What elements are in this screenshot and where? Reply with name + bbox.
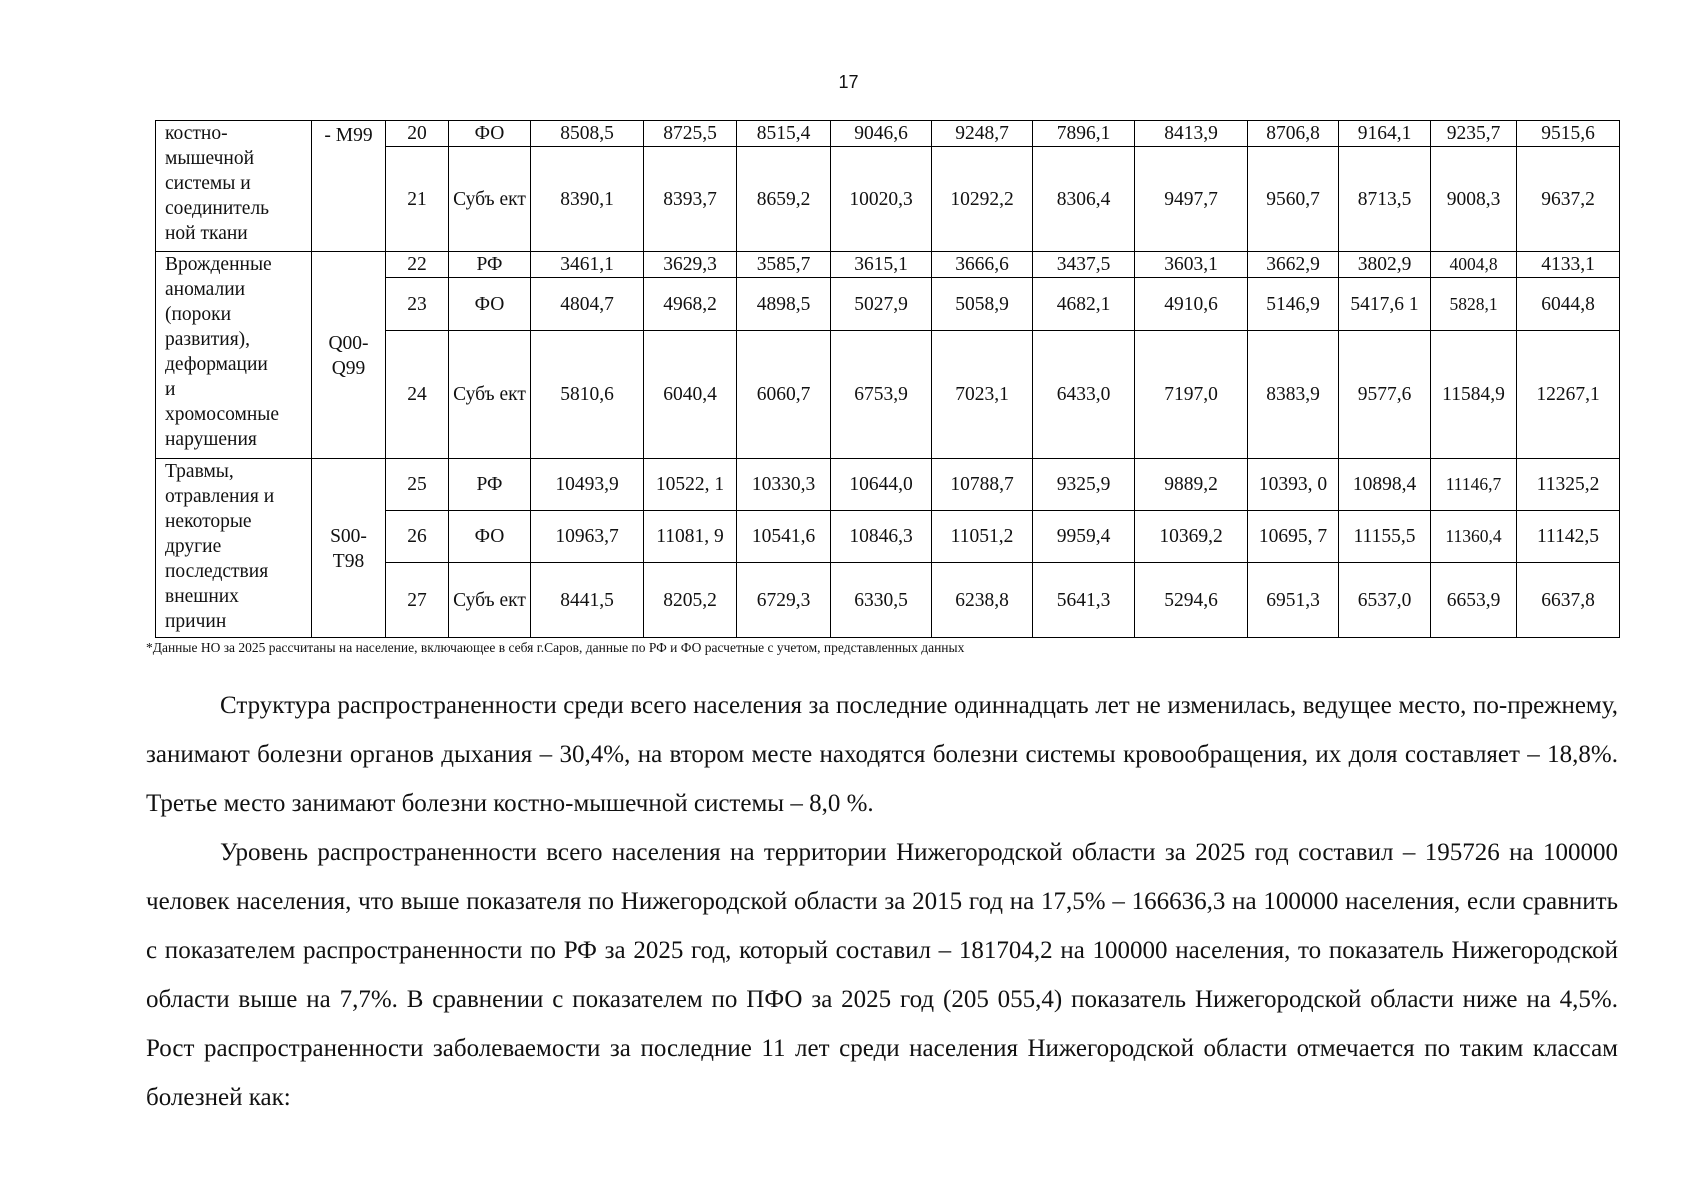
value-cell: 10292,2 [932,147,1033,252]
level-cell: ФО [449,121,531,147]
value-cell: 12267,1 [1517,331,1620,459]
row-number: 23 [386,278,449,331]
value-cell: 3662,9 [1248,252,1339,278]
value-cell: 8725,5 [644,121,737,147]
value-cell: 6951,3 [1248,563,1339,638]
value-cell: 5027,9 [831,278,932,331]
value-cell: 9497,7 [1135,147,1248,252]
disease-class-cell: Врожденные аномалии (пороки развития), деформации и хромосомные нарушения [156,252,312,459]
value-cell: 9164,1 [1339,121,1431,147]
value-cell: 7023,1 [932,331,1033,459]
value-cell: 11146,7 [1431,459,1517,511]
level-cell: РФ [449,459,531,511]
value-cell: 11360,4 [1431,511,1517,563]
paragraph-text: Структура распространенности среди всего населения за последние одиннадцать лет не изменилась, ведущее место, по-прежнему, занимают болезни органов дыхания – 30,4%, на втором месте находятся болезни системы кровообращения, их доля составляет – 18,8%. Третье место занимают болезни костно-мышечной системы – 8,0 %. [146,692,1618,817]
level-cell: Субъ ект [449,563,531,638]
value-cell: 8205,2 [644,563,737,638]
value-cell: 3437,5 [1033,252,1135,278]
value-cell: 10541,6 [737,511,831,563]
disease-class-cell: костно- мышечной системы и соединитель ной ткани [156,121,312,252]
value-cell: 7197,0 [1135,331,1248,459]
value-cell: 11081, 9 [644,511,737,563]
value-cell: 10330,3 [737,459,831,511]
table-footnote: *Данные НО за 2025 рассчитаны на население, включающее в себя г.Саров, данные по РФ и ФО расчетные с учетом, представленных данных [146,640,965,655]
value-cell: 8659,2 [737,147,831,252]
value-cell: 10393, 0 [1248,459,1339,511]
morbidity-table [155,120,1620,638]
value-cell: 8413,9 [1135,121,1248,147]
value-cell: 11584,9 [1431,331,1517,459]
value-cell: 4804,7 [531,278,644,331]
value-cell: 6040,4 [644,331,737,459]
value-cell: 9889,2 [1135,459,1248,511]
icd-code-cell: - M99 [312,121,386,252]
value-cell: 9008,3 [1431,147,1517,252]
value-cell: 4682,1 [1033,278,1135,331]
value-cell: 5294,6 [1135,563,1248,638]
value-cell: 8393,7 [644,147,737,252]
page-number: 17 [838,72,859,92]
value-cell: 9248,7 [932,121,1033,147]
level-cell: ФО [449,278,531,331]
level-cell: Субъ ект [449,331,531,459]
value-cell: 5810,6 [531,331,644,459]
value-cell: 6537,0 [1339,563,1431,638]
value-cell: 11142,5 [1517,511,1620,563]
value-cell: 5828,1 [1431,278,1517,331]
value-cell: 6060,7 [737,331,831,459]
value-cell: 10020,3 [831,147,932,252]
row-number: 25 [386,459,449,511]
icd-code-cell: Q00- Q99 [312,252,386,459]
value-cell: 3603,1 [1135,252,1248,278]
row-number: 24 [386,331,449,459]
value-cell: 5146,9 [1248,278,1339,331]
value-cell: 8713,5 [1339,147,1431,252]
value-cell: 5641,3 [1033,563,1135,638]
value-cell: 4133,1 [1517,252,1620,278]
value-cell: 9637,2 [1517,147,1620,252]
value-cell: 4898,5 [737,278,831,331]
level-cell: Субъ ект [449,147,531,252]
disease-class-cell: Травмы, отравления и некоторые другие последствия внешних причин [156,459,312,638]
value-cell: 5417,6 1 [1339,278,1431,331]
value-cell: 10695, 7 [1248,511,1339,563]
value-cell: 10963,7 [531,511,644,563]
value-cell: 6330,5 [831,563,932,638]
level-cell: РФ [449,252,531,278]
value-cell: 8508,5 [531,121,644,147]
value-cell: 9325,9 [1033,459,1135,511]
value-cell: 10522, 1 [644,459,737,511]
value-cell: 10846,3 [831,511,932,563]
value-cell: 11325,2 [1517,459,1620,511]
value-cell: 8383,9 [1248,331,1339,459]
value-cell: 8441,5 [531,563,644,638]
value-cell: 9959,4 [1033,511,1135,563]
table-row [156,459,1620,511]
value-cell: 10493,9 [531,459,644,511]
value-cell: 5058,9 [932,278,1033,331]
value-cell: 3615,1 [831,252,932,278]
value-cell: 3585,7 [737,252,831,278]
value-cell: 9560,7 [1248,147,1339,252]
row-number: 27 [386,563,449,638]
value-cell: 9046,6 [831,121,932,147]
value-cell: 9515,6 [1517,121,1620,147]
value-cell: 9577,6 [1339,331,1431,459]
value-cell: 11051,2 [932,511,1033,563]
value-cell: 10644,0 [831,459,932,511]
value-cell: 8706,8 [1248,121,1339,147]
value-cell: 6044,8 [1517,278,1620,331]
value-cell: 3666,6 [932,252,1033,278]
level-cell: ФО [449,511,531,563]
value-cell: 10898,4 [1339,459,1431,511]
row-number: 21 [386,147,449,252]
body-paragraph [146,681,1618,828]
value-cell: 10369,2 [1135,511,1248,563]
value-cell: 4910,6 [1135,278,1248,331]
value-cell: 6653,9 [1431,563,1517,638]
value-cell: 6238,8 [932,563,1033,638]
paragraph-text: Уровень распространенности всего населения на территории Нижегородской области за 2025 год составил – 195726 на 100000 человек населения, что выше показателя по Нижегородской области за 2015 год на 17,5% – 166636,3 на 100000 населения, если сравнить с показателем распространенности по РФ за 2025 год, который составил – 181704,2 на 100000 населения, то показатель Нижегородской области выше на 7,7%. В сравнении с показателем по ПФО за 2025 год (205 055,4) показатель Нижегородской области ниже на 4,5%. Рост распространенности заболеваемости за последние 11 лет среди населения Нижегородской области отмечается по таким классам болезней как: [146,839,1618,1111]
table-row [156,252,1620,278]
value-cell: 4968,2 [644,278,737,331]
value-cell: 8390,1 [531,147,644,252]
value-cell: 4004,8 [1431,252,1517,278]
table-row [156,121,1620,147]
value-cell: 8306,4 [1033,147,1135,252]
icd-code-cell: S00- T98 [312,459,386,638]
value-cell: 6729,3 [737,563,831,638]
value-cell: 8515,4 [737,121,831,147]
row-number: 20 [386,121,449,147]
value-cell: 3461,1 [531,252,644,278]
value-cell: 7896,1 [1033,121,1135,147]
value-cell: 3629,3 [644,252,737,278]
row-number: 22 [386,252,449,278]
value-cell: 6433,0 [1033,331,1135,459]
value-cell: 9235,7 [1431,121,1517,147]
value-cell: 11155,5 [1339,511,1431,563]
row-number: 26 [386,511,449,563]
value-cell: 10788,7 [932,459,1033,511]
value-cell: 6753,9 [831,331,932,459]
value-cell: 6637,8 [1517,563,1620,638]
value-cell: 3802,9 [1339,252,1431,278]
body-paragraph [146,828,1618,1122]
